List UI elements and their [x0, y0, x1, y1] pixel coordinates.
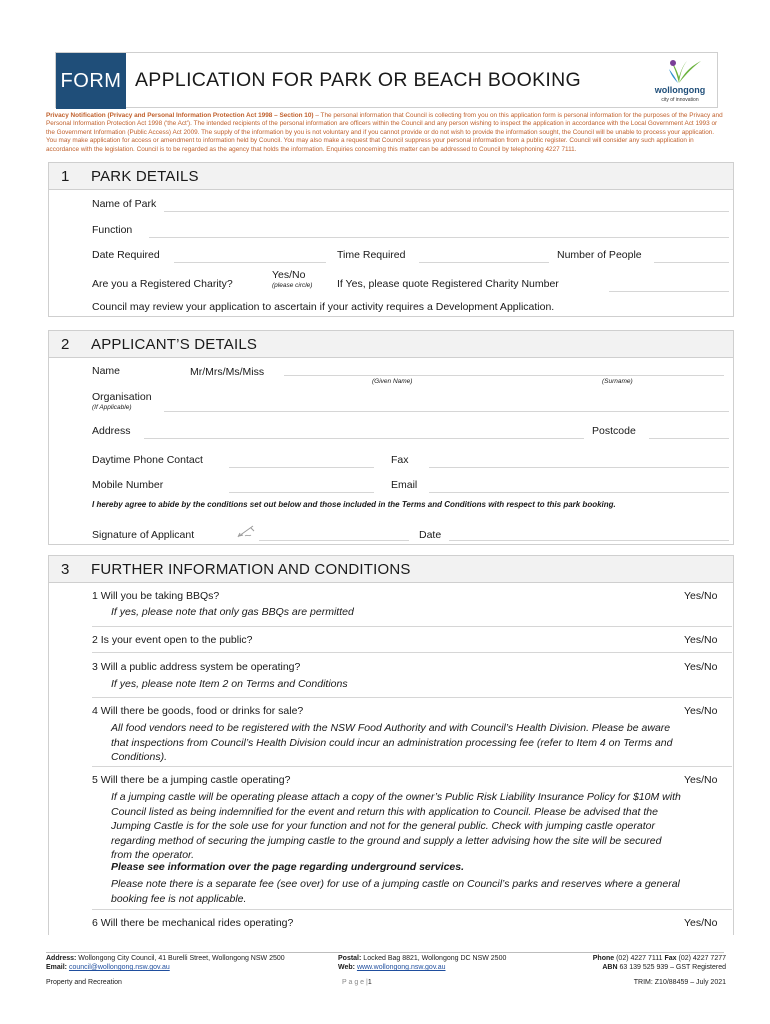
section-title: PARK DETAILS [91, 168, 199, 185]
name-of-park-label: Name of Park [92, 198, 157, 210]
divider [92, 626, 732, 627]
footer-department: Property and Recreation [46, 979, 122, 986]
registered-charity-label: Are you a Registered Charity? [92, 278, 233, 290]
signature-label: Signature of Applicant [92, 529, 195, 541]
underground-services-note: Please see information over the page regarding underground services. [111, 861, 465, 873]
footer-web: Web: www.wollongong.nsw.gov.au [338, 964, 446, 971]
page-title: APPLICATION FOR PARK OR BEACH BOOKING [135, 69, 581, 91]
surname-hint: (Surname) [602, 378, 633, 385]
pa-yes-no[interactable]: Yes/No [684, 661, 718, 673]
address-field[interactable] [144, 438, 584, 439]
charity-number-field[interactable] [609, 291, 729, 292]
privacy-text: – The personal information that Council is collecting from you on this application form is personal information for the purposes of the Privacy and Personal Information Protection Act 1998 ('the Act'). The intended recipients of the personal information are officers within the Council and any person wishing to inspect the application in accordance with the Local Government Act 1993 or the Government Information (Public Access) Act 2009. The supply of the information by you is not voluntary and if you cannot provide or do not wish to provide the information sought, the Council will be unable to process your application. You may make application for access or amendment to information held by Council. You may also make a request that Council suppress your personal information from a public register. Council will consider any such application in accordance with the legislation. Council is to be regarded as the agency that holds the information. Enquiries concerning this matter can be addressed to Council by telephoning 4227 7111. [46, 112, 723, 153]
charity-number-label: If Yes, please quote Registered Charity Number [337, 278, 559, 290]
form-header [55, 52, 718, 108]
signature-field[interactable] [259, 540, 409, 541]
divider [92, 697, 732, 698]
council-review-note: Council may review your application to ascertain if your activity requires a Development Application. [92, 301, 555, 313]
email-label: Email [391, 479, 418, 491]
footer-postal: Postal: Locked Bag 8821, Wollongong DC NSW 2500 [338, 955, 507, 962]
section-title: APPLICANT’S DETAILS [91, 336, 258, 353]
title-options[interactable]: Mr/Mrs/Ms/Miss [190, 366, 265, 378]
name-label: Name [92, 365, 121, 377]
footer-page: P a g e |1 [342, 979, 372, 986]
function-label: Function [92, 224, 133, 236]
footer-trim: TRIM: Z10/88459 – July 2021 [633, 979, 726, 986]
web-link[interactable]: www.wollongong.nsw.gov.au [356, 964, 446, 971]
logo-name: wollongong [654, 85, 706, 95]
goods-yes-no[interactable]: Yes/No [684, 705, 718, 717]
footer-phone-fax: Phone (02) 4227 7111 Fax (02) 4227 7277 [592, 955, 726, 962]
date-required-label: Date Required [92, 249, 160, 261]
privacy-lead: Privacy Notification (Privacy and Personal Information Protection Act 1998 – Section 10) [46, 112, 314, 119]
bbq-note: If yes, please note that only gas BBQs are permitted [111, 606, 354, 618]
time-required-field[interactable] [419, 262, 549, 263]
question-public: 2 Is your event open to the public? [92, 634, 253, 646]
pa-note: If yes, please note Item 2 on Terms and Conditions [111, 678, 348, 690]
privacy-notification [46, 112, 724, 154]
postcode-field[interactable] [649, 438, 729, 439]
time-required-label: Time Required [337, 249, 406, 261]
name-of-park-field[interactable] [164, 211, 729, 212]
function-field[interactable] [149, 237, 729, 238]
logo-tagline: city of innovation [661, 97, 699, 103]
number-of-people-field[interactable] [654, 262, 729, 263]
jumping-castle-note: If a jumping castle will be operating please attach a copy of the owner’s Public Risk Liability Insurance Policy for $10M with Council listed as being indemnified for the event and return this with application to Council. Please be advised that the Jumping Castle is for the sole use for your function and not for the general public. Check with jumping castle operator regarding method of securing the jumping castle to the ground and supply a letter advising how the site will be secured from the operator. [111, 791, 681, 861]
email-field[interactable] [429, 492, 729, 493]
organisation-label: Organisation [92, 391, 152, 403]
section-number: 3 [61, 561, 70, 578]
section-header [49, 556, 733, 583]
daytime-phone-label: Daytime Phone Contact [92, 454, 203, 466]
mobile-label: Mobile Number [92, 479, 164, 491]
goods-note: All food vendors need to be registered with the NSW Food Authority and with Council’s Health Division. Please be aware that inspections from Council’s Health Division could incur an administration processing fee (refer to Item 4 on Terms and Conditions). [111, 722, 673, 763]
question-bbq: 1 Will you be taking BBQs? [92, 590, 220, 602]
section-header [49, 331, 733, 358]
daytime-phone-field[interactable] [229, 467, 374, 468]
fax-label: Fax [391, 454, 409, 466]
organisation-field[interactable] [164, 411, 729, 412]
section-number: 1 [61, 168, 70, 185]
given-name-hint: (Given Name) [372, 378, 413, 385]
address-label: Address [92, 425, 131, 437]
mobile-field[interactable] [229, 492, 374, 493]
divider [92, 766, 732, 767]
divider [92, 652, 732, 653]
section-header [49, 163, 733, 190]
if-applicable-hint: (If Applicable) [92, 404, 132, 411]
please-circle-note: (please circle) [272, 282, 313, 289]
further-info-section [48, 555, 734, 935]
date-label: Date [419, 529, 442, 541]
section-title: FURTHER INFORMATION AND CONDITIONS [91, 561, 411, 578]
postcode-label: Postcode [592, 425, 636, 437]
bbq-yes-no[interactable]: Yes/No [684, 590, 718, 602]
footer-email: Email: council@wollongong.nsw.gov.au [46, 964, 170, 971]
question-jumping-castle: 5 Will there be a jumping castle operating? [92, 774, 291, 786]
divider [92, 909, 732, 910]
charity-yes-no[interactable]: Yes/No [272, 269, 306, 281]
jumping-castle-fee-note: Please note there is a separate fee (see over) for use of a jumping castle on Council’s parks and reserves where a general booking fee is not applicable. [111, 878, 680, 905]
jumping-castle-yes-no[interactable]: Yes/No [684, 774, 718, 786]
section-number: 2 [61, 336, 70, 353]
question-mechanical-rides: 6 Will there be mechanical rides operating? [92, 917, 294, 929]
logo-mark-icon [649, 57, 711, 87]
park-details-section [48, 162, 734, 317]
fax-field[interactable] [429, 467, 729, 468]
agreement-text: I hereby agree to abide by the conditions set out below and those included in the Terms and Conditions with respect to this park booking. [92, 500, 616, 509]
public-yes-no[interactable]: Yes/No [684, 634, 718, 646]
rides-yes-no[interactable]: Yes/No [684, 917, 718, 929]
number-of-people-label: Number of People [557, 249, 642, 261]
footer-divider [46, 952, 724, 953]
question-goods: 4 Will there be goods, food or drinks for sale? [92, 705, 304, 717]
form-tag: FORM [56, 53, 126, 109]
signature-pen-icon [237, 524, 257, 543]
footer-abn: ABN 63 139 525 939 – GST Registered [602, 964, 726, 971]
wollongong-logo [649, 57, 711, 105]
footer-address: Address: Wollongong City Council, 41 Burelli Street, Wollongong NSW 2500 [46, 955, 285, 962]
name-field[interactable] [284, 375, 724, 376]
signature-date-field[interactable] [449, 540, 729, 541]
date-required-field[interactable] [174, 262, 326, 263]
email-link[interactable]: council@wollongong.nsw.gov.au [68, 964, 170, 971]
question-pa-system: 3 Will a public address system be operating? [92, 661, 301, 673]
applicant-details-section [48, 330, 734, 545]
